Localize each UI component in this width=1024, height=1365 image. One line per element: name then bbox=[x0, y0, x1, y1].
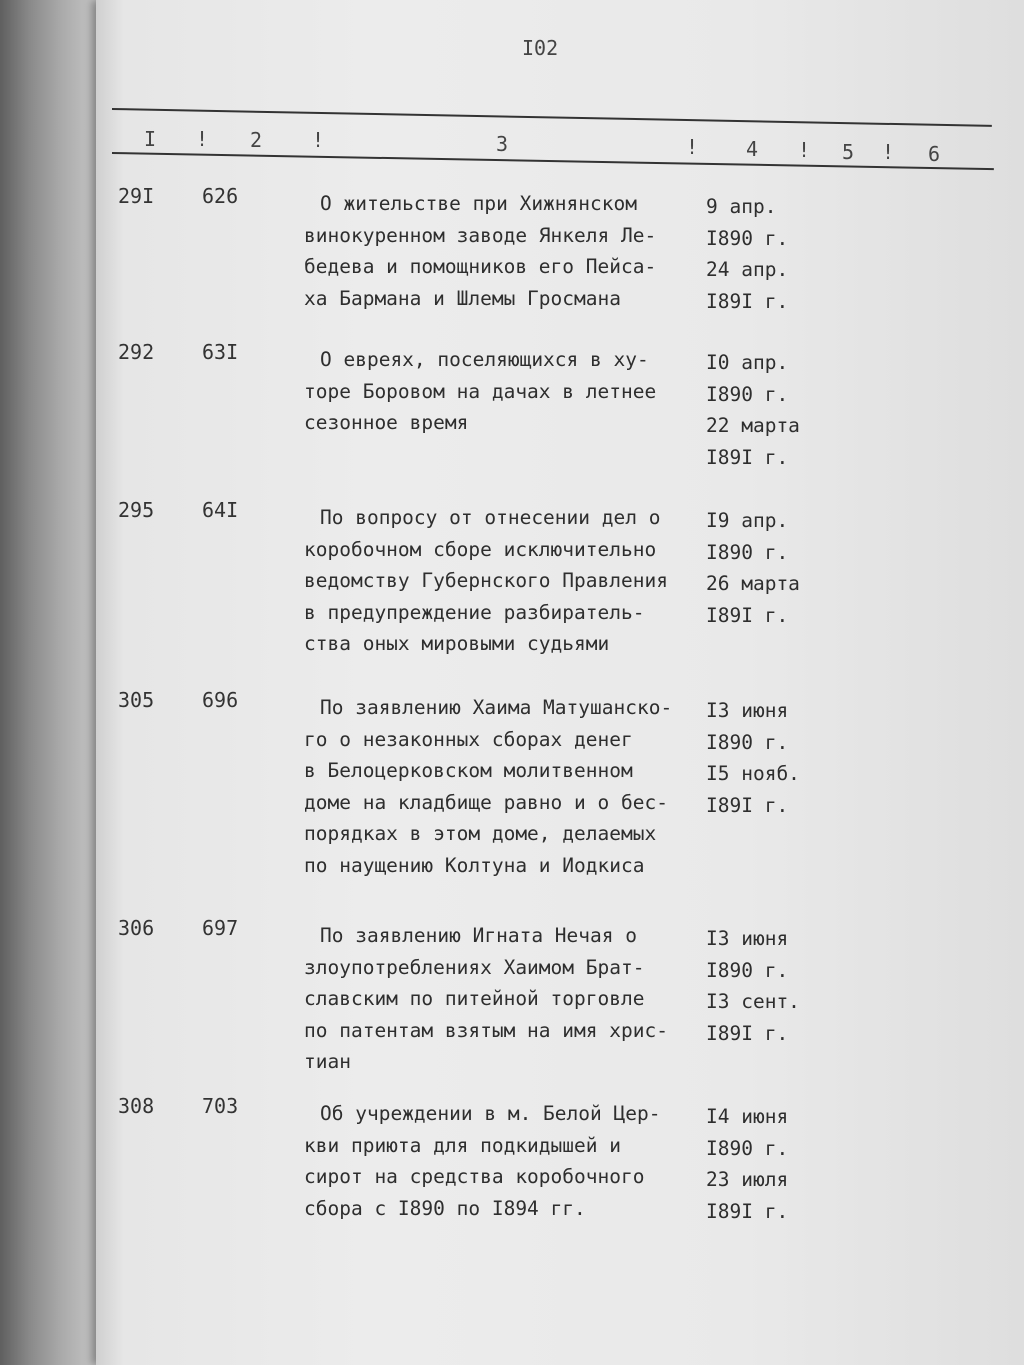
date-line: I3 июня bbox=[706, 699, 789, 722]
header-sep: ! bbox=[798, 138, 811, 162]
row-number: 295 bbox=[118, 498, 155, 522]
date-line: I89I г. bbox=[706, 793, 789, 817]
header-col-5: 5 bbox=[842, 140, 855, 164]
date-line: I0 апр. bbox=[706, 351, 789, 374]
date-line: I890 г. bbox=[706, 540, 789, 564]
date-line: I4 июня bbox=[706, 1105, 789, 1128]
file-number: 64I bbox=[202, 498, 239, 522]
description-line: По вопросу от отнесении дел о bbox=[320, 506, 661, 529]
header-col-1: I bbox=[144, 127, 157, 151]
date-line: I89I г. bbox=[706, 1021, 789, 1045]
date-line: I9 апр. bbox=[706, 509, 789, 532]
description-line: О жительстве при Хижнянском bbox=[320, 192, 637, 215]
description-line: го о незаконных сборах денег bbox=[304, 727, 633, 751]
header-sep: ! bbox=[196, 127, 209, 151]
date-line: 23 июля bbox=[706, 1168, 789, 1191]
description-line: винокуренном заводе Янкеля Ле- bbox=[304, 223, 657, 247]
date-line: I3 сент. bbox=[706, 990, 800, 1013]
file-number: 696 bbox=[202, 688, 239, 712]
description-line: доме на кладбище равно и о бес- bbox=[304, 790, 668, 814]
date-line: I3 июня bbox=[706, 927, 789, 950]
description-line: сбора с I890 по I894 гг. bbox=[304, 1196, 586, 1220]
description-line: в предупреждение разбиратель- bbox=[304, 600, 645, 624]
description-line: коробочном сборе исключительно bbox=[304, 537, 657, 561]
description-line: злоупотреблениях Хаимом Брат- bbox=[304, 955, 645, 979]
date-line: 22 марта bbox=[706, 414, 800, 437]
file-number: 697 bbox=[202, 916, 239, 940]
date-line: I890 г. bbox=[706, 958, 789, 982]
row-number: 292 bbox=[118, 340, 155, 364]
page-number: I02 bbox=[522, 36, 559, 60]
description-line: кви приюта для подкидышей и bbox=[304, 1133, 621, 1157]
description-line: О евреях, поселяющихся в ху- bbox=[320, 348, 649, 371]
description-line: Об учреждении в м. Белой Цер- bbox=[320, 1102, 661, 1125]
description-line: по наущению Колтуна и Иодкиса bbox=[304, 853, 645, 877]
date-line: I890 г. bbox=[706, 730, 789, 754]
description-line: в Белоцерковском молитвенном bbox=[304, 759, 633, 782]
date-line: I89I г. bbox=[706, 603, 789, 627]
description-line: ства оных мировыми судьями bbox=[304, 632, 610, 655]
header-col-4: 4 bbox=[746, 137, 759, 161]
date-line: I890 г. bbox=[706, 226, 789, 250]
description-line: По заявлению Игната Нечая о bbox=[320, 924, 637, 947]
header-col-2: 2 bbox=[250, 128, 263, 152]
row-number: 29I bbox=[118, 184, 155, 208]
date-line: I890 г. bbox=[706, 382, 789, 406]
description-line: ха Бармана и Шлемы Гросмана bbox=[304, 286, 621, 310]
file-number: 63I bbox=[202, 340, 239, 364]
description-line: сезонное время bbox=[304, 411, 469, 434]
description-line: торе Боровом на дачах в летнее bbox=[304, 379, 657, 403]
row-number: 306 bbox=[118, 916, 155, 940]
description-line: По заявлению Хаима Матушанско- bbox=[320, 696, 673, 719]
date-line: 24 апр. bbox=[706, 258, 789, 281]
description-line: славским по питейной торговле bbox=[304, 987, 645, 1010]
description-line: тиан bbox=[304, 1050, 351, 1073]
header-sep: ! bbox=[882, 140, 895, 164]
date-line: I890 г. bbox=[706, 1136, 789, 1160]
header-sep: ! bbox=[686, 135, 699, 159]
file-number: 703 bbox=[202, 1094, 239, 1118]
header-col-6: 6 bbox=[928, 142, 941, 166]
header-sep: ! bbox=[312, 128, 325, 152]
description-line: ведомству Губернского Правления bbox=[304, 569, 668, 592]
date-line: I89I г. bbox=[706, 445, 789, 469]
date-line: I89I г. bbox=[706, 289, 789, 313]
file-number: 626 bbox=[202, 184, 239, 208]
date-line: 9 апр. bbox=[706, 195, 777, 218]
date-line: 26 марта bbox=[706, 572, 800, 595]
date-line: I5 нояб. bbox=[706, 762, 800, 785]
date-line: I89I г. bbox=[706, 1199, 789, 1223]
book-spine bbox=[0, 0, 100, 1365]
description-line: по патентам взятым на имя хрис- bbox=[304, 1018, 668, 1042]
header-col-3: 3 bbox=[496, 132, 509, 156]
row-number: 305 bbox=[118, 688, 155, 712]
description-line: сирот на средства коробочного bbox=[304, 1165, 645, 1188]
description-line: порядках в этом доме, делаемых bbox=[304, 822, 657, 845]
row-number: 308 bbox=[118, 1094, 155, 1118]
description-line: бедева и помощников его Пейса- bbox=[304, 255, 657, 278]
